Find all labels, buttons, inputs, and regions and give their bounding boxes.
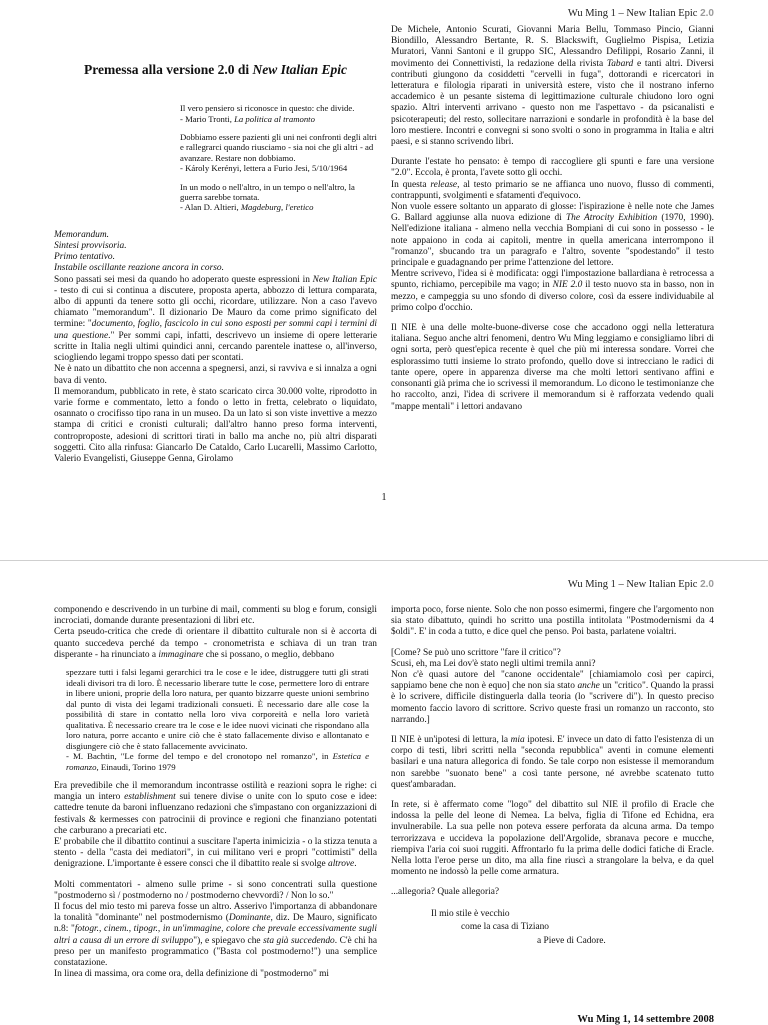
paragraph: Ne è nato un dibattito che non accenna a spegnersi, anzi, si ravviva e si innalza a ogni bava di vento. <box>54 364 377 386</box>
memo-line: Instabile oscillante reazione ancora in corso. <box>54 263 224 274</box>
header-version: 2.0 <box>700 579 714 590</box>
epigraph-text: In un modo o nell'altro, in un tempo o nell'altro, la guerra sarebbe tornata. <box>180 181 355 203</box>
quote-body: spezzare tutti i falsi legami gerarchici tra le cose e le idee, distruggere tutti gli strati ideali divisori tra di loro. È necessario liberare tutte le cose, permettere loro di entrare in libere unioni, proprie della loro natura, per quanto bizzarre queste unioni sembrino dal punto di vista dei legami tradizionali consueti. È necessario dare alle cose la possibilità di stare in contatto nella loro viva corporeità e nella loro varietà qualitativa. È necessario creare tra le cose e le idee nuovi vicinati che rispondano alla loro natura, porre accanto e unire ciò che è stato fallacemente diviso e allontanato e disgiungere ciò che è stato fallacemente avvicinato. <box>66 667 369 751</box>
memo-lines <box>54 230 377 275</box>
paragraph: In questa release, al testo primario se ne affianca uno nuovo, flusso di commenti, contrappunti, svolgimenti e sfatamenti d'equivoco. <box>391 179 714 201</box>
memo-line: Sintesi provvisoria. <box>54 241 127 252</box>
left-column <box>54 64 377 465</box>
title-italic: New Italian Epic <box>252 62 347 77</box>
epigraph-text: Il vero pensiero si riconosce in questo: che divide. <box>180 103 355 114</box>
epigraph <box>180 132 377 174</box>
epigraph <box>180 103 377 124</box>
paragraph: E' probabile che il dibattito continui a suscitare l'aperta inimicizia - o la stizza tenuta a stento - della "casta dei mediatori", in cui militano veri e propri "cottimisti" della denigrazione. L'importante è essere consci che il dibattito reale si svolge altrove. <box>54 837 377 870</box>
paragraph: Non vuole essere soltanto un apparato di glosse: l'ispirazione è nelle note che James G. Ballard aggiunse alla nuova edizione di The Atrocity Exhibition (1970, 1990). Nell'edizione italiana - almeno nella vecchia Bompiani di cui sono in possesso - le note appaiono in coda ai capitoli, mentre in quella americana interrompono il "romanzo", sbucando tra un paragrafo e l'altro, sovente "spodestando" il testo principale e guadagnando per prime l'attenzione del lettore. <box>391 202 714 269</box>
memo-line: Memorandum. <box>54 229 109 240</box>
page-title <box>54 64 377 75</box>
header-text: Wu Ming 1 – New Italian Epic <box>567 8 698 19</box>
paragraph: ...allegoria? Quale allegoria? <box>391 887 500 898</box>
epigraph-cite <box>180 114 377 124</box>
epigraph-author: - Alan D. Altieri, <box>180 202 241 213</box>
closing-poem <box>431 908 714 949</box>
paragraph: Sono passati sei mesi da quando ho adoperato queste espressioni in New Italian Epic - testo di cui si continua a discutere, proposta aperta, abbozzo di lettura comparata, albo di appunti da tenere sotto gli occhi, ricordare, utilizzare. Non a caso l'avevo chiamato "memorandum". Il dizionario De Mauro da come primo significato del termine: "documento, foglio, fascicolo in cui sono esposti per sommi capi i termini di una questione." Per sommi capi, infatti, descrivevo un insieme di opere letterarie scritte in Italia negli ultimi quindici anni, cercando parentele inattese o, all'inverso, sciogliendo legami troppo spesso dati per scontati. <box>54 274 377 364</box>
paragraph: Il NIE è un'ipotesi di lettura, la mia ipotesi. E' invece un dato di fatto l'esistenza di un corpo di testi, libri scritti nella "seconda repubblica" aventi in comune elementi basilari e una natura allegorica di fondo. Se tale corpo non esistesse il memorandum non sarebbe "suonato bene" a così tante persone, né avrebbe scatenato tutto quest'ambaradan. <box>391 735 714 790</box>
epigraph <box>180 182 377 213</box>
memo-line: Primo tentativo. <box>54 252 115 263</box>
paragraph: Molti commentatori - almeno sulle prime - si sono concentrati sulla questione "postmoderno sì / postmoderno no / postmoderno chevvordì? / Non lo so." <box>54 879 377 901</box>
document-page-2 <box>0 560 768 1025</box>
title-prefix: Premessa alla versione 2.0 di <box>84 62 250 77</box>
page-gap <box>0 520 768 560</box>
paragraph: importa poco, forse niente. Solo che non posso esimermi, fingere che l'argomento non sia stato dibattuto, quindi ho scritto una postilla intitolata "Postmodernismi da 4 $oldi". E' in coda a tutto, e dice quel che penso. Poi basta, parlatene voialtri. <box>391 605 714 638</box>
paragraph: De Michele, Antonio Scurati, Giovanni Maria Bellu, Tommaso Pincio, Gianni Biondillo, Alessandro Bertante, R. S. Blackswift, Guglielmo Pispisa, Letizia Muratori, Vanni Santoni e il gruppo SIC, Alessandro Defilippi, Rosario Zanni, il movimento dei Connettivisti, la redazione della rivista Tabard e tanti altri. Diversi contributi giungono da cosiddetti "cervelli in fuga", dottorandi e ricercatori in letteratura e filologia riparati in università estere, visto che il nostrano inferno accademico è un pesante sistema di legittimazione culturale chiudono loro ogni spazio. Altri interventi arrivano - questo non me l'aspettavo - da psicanalisti e psicoterapeuti; del resto, sollecitare narrazioni e sondarle in profondità è la base del loro mestiere. Incontri e convegni si sono svolti o sono in programma in Italia e altri paesi, e si stanno scrivendo libri. <box>391 25 714 148</box>
epigraph-text: Dobbiamo essere pazienti gli uni nei confronti degli altri e rallegrarci quando riusciamo - sia noi che gli altri - ad avanzare. Restare non dobbiamo. <box>180 132 377 163</box>
paragraph: [Come? Se può uno scrittore "fare il critico"? Scusi, eh, ma Lei dov'è stato negli ultimi tremila anni? Non c'è quasi autore del "canone occidentale" [chiamiamolo così per capirci, sappiamo bene che non è equo] che non sia stato anche un "critico". Quando la prassi è lo scrivere, difficile distinguerla dalla teoria (lo "scrivere di"). In questo preciso momento faccio lavoro di scrittore. Scrivo queste frasi un romanzo un racconto, sto narrando.] <box>391 647 715 725</box>
poem-line: Il mio stile è vecchio <box>431 908 510 919</box>
running-header <box>568 579 714 590</box>
paragraph: In linea di massima, ora come ora, della definizione di "postmoderno" mi <box>54 969 330 980</box>
epigraph-work: Magdeburg, l'eretico <box>240 202 314 213</box>
right-column <box>391 25 714 413</box>
block-quote <box>66 667 369 772</box>
epigraph-author: - Mario Tronti, <box>180 113 235 124</box>
poem-line: come la casa di Tiziano <box>461 922 549 933</box>
epigraph-cite: - Károly Kerényi, lettera a Furio Jesi, 5/10/1964 <box>180 163 348 174</box>
paragraph: componendo e descrivendo in un turbine di mail, commenti su blog e forum, consigli incrociati, domande durante presentazioni di libri etc. <box>54 605 377 627</box>
header-text: Wu Ming 1 – New Italian Epic <box>567 579 698 590</box>
epigraph-cite <box>180 202 377 212</box>
signature: Wu Ming 1, 14 settembre 2008 <box>577 1014 714 1025</box>
left-column <box>54 605 377 980</box>
running-header <box>568 8 714 19</box>
paragraph: Il focus del mio testo mi pareva fosse un altro. Asserivo l'importanza di abbandonare la tonalità "dominante" nel postmodernismo (Dominante, diz. De Mauro, significato n.8: "fotogr., cinem., tipogr., in un'immagine, colore che prevale eccessivamente sugli altri a causa di un errore di sviluppo"), e spiegavo che sta già succedendo. C'è chi ha preso per un manifesto programmatico ("Basta col postmoderno!") una semplice constatazione. <box>54 902 378 969</box>
paragraph: Era prevedibile che il memorandum incontrasse ostilità e reazioni sopra le righe: ci mangia un intero establishment sui tenere divise o unite con lo sputo cose e idee: cattedre tenute da baroni influenzano redazioni che s'impastano con organizzazioni di festivals & kermesses con patrocinii di province e regioni che finanziano potentati che carburano a precariati etc. <box>54 781 377 836</box>
paragraph: Mentre scrivevo, l'idea si è modificata: oggi l'impostazione ballardiana è retrocessa a spunto, richiamo, percepibile ma vago; in NIE 2.0 il testo nuovo sta in basso, non in mezzo, e campeggia su uno sfondo di diverso colore, così da essere individuabile al primo colpo d'occhio. <box>391 269 715 313</box>
paragraph: Il memorandum, pubblicato in rete, è stato scaricato circa 30.000 volte, riprodotto in varie forme e commentato, letto a fondo o letto in fretta, celebrato o liquidato, osannato o crocifisso tipo rana in un museo. Da un lato si son viste invettive a mezzo stampa di critici e cronisti culturali; dall'altro hanno preso forma interventi, controproposte, adesioni di scrittori tirati in ballo ma anche no, più altri disparati soggetti. Cito alla rinfusa: Giancarlo De Cataldo, Carlo Lucarelli, Massimo Carlotto, Valerio Evangelisti, Giuseppe Genna, Girolamo <box>54 386 377 464</box>
header-version: 2.0 <box>700 8 714 19</box>
quote-cite: - M. Bachtin, "Le forme del tempo e del cronotopo nel romanzo", in Estetica e romanzo, Einaudi, Torino 1979 <box>66 751 369 772</box>
page-number: 1 <box>381 492 387 503</box>
epigraph-work: La politica al tramonto <box>234 113 315 124</box>
right-column <box>391 605 714 948</box>
epigraphs <box>180 103 377 213</box>
paragraph: Durante l'estate ho pensato: è tempo di raccogliere gli spunti e fare una versione "2.0". Eccola, è pronta, l'avete sotto gli occhi. <box>391 157 714 179</box>
paragraph: Il NIE è una delle molte-buone-diverse cose che accadono oggi nella letteratura italiana. Seguo anche altri fenomeni, dentro Wu Ming leggiamo e consigliamo libri di ogni sorta, però quest'epica recente è quel che più mi interessa sondare. Vorrei che esplorassimo tutti insieme lo strato profondo, quello dove si intrecciano le radici di tante opere, opere in apparenza diverse ma che molti lettori sentivano affini e consonanti già prima che io scrivessi il memorandum. Lo dicono le testimonianze che ho raccolto, anzi, l'idea di scrivere il memorandum si è rafforzata vedendo quali "mappe mentali" i lettori andavano <box>391 323 714 412</box>
paragraph: Certa pseudo-critica che crede di orientare il dibattito culturale non si è accorta di quanto succedeva perché da tempo - cronometrista e schiava di un tran tran disperante - ha rinunciato a immaginare che si possano, o meglio, debbano <box>54 627 377 660</box>
poem-line: a Pieve di Cadore. <box>537 935 606 946</box>
paragraph: In rete, si è affermato come "logo" del dibattito sul NIE il profilo di Eracle che indossa la pelle del leone di Nemea. La belva, figlia di Tifone ed Echidna, era invulnerabile. La sua pelle non poteva essere perforata da alcuna arma. Da tempo terrorizzava e uccideva la popolazione dell'Argolide, sbranava pecore e mucche, riempiva l'aria coi suoi ruggiti. Affrontarlo fu la prima delle dodici fatiche di Eracle. Nella lotta l'eroe perse un dito, ma alla fine riuscì a strangolare la belva, e da quel momento ne indossò la pelle come armatura. <box>391 800 714 878</box>
